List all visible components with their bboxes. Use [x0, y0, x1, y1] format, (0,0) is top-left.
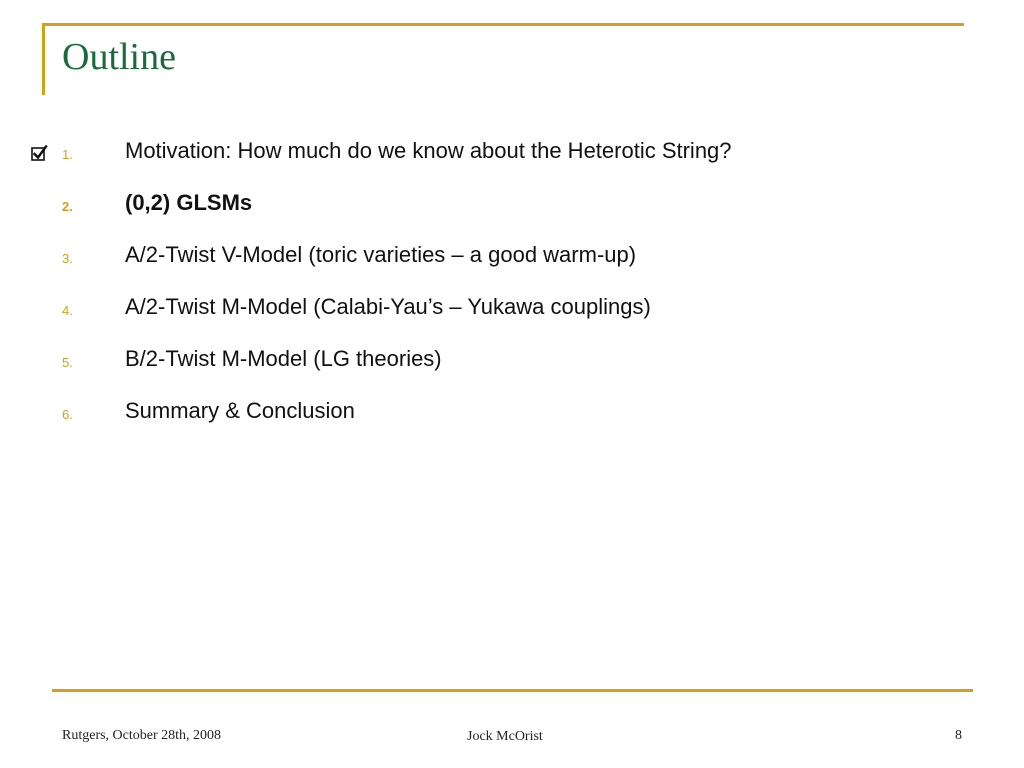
- item-number: 4.: [62, 303, 73, 318]
- item-text: B/2-Twist M-Model (LG theories): [125, 346, 442, 371]
- outline-item-3: [0, 236, 1024, 288]
- page-number: 8: [955, 728, 962, 743]
- outline-item-6: [0, 392, 1024, 444]
- item-number: 3.: [62, 251, 73, 266]
- footer-author: Jock McOrist: [467, 729, 543, 744]
- footer-rule: [52, 689, 973, 692]
- item-number: 1.: [62, 147, 73, 162]
- item-text: A/2-Twist V-Model (toric varieties – a good warm-up): [125, 242, 637, 267]
- item-text: A/2-Twist M-Model (Calabi-Yau’s – Yukawa couplings): [125, 294, 651, 319]
- checkbox-checked-icon: [30, 144, 48, 162]
- top-rule: [42, 23, 964, 26]
- outline-list: [0, 132, 1024, 444]
- outline-item-2: [0, 184, 1024, 236]
- item-text-current: (0,2) GLSMs: [125, 190, 253, 215]
- item-number: 6.: [62, 407, 73, 422]
- footer-venue-date: Rutgers, October 28th, 2008: [62, 728, 222, 743]
- outline-item-4: [0, 288, 1024, 340]
- left-rule: [42, 23, 45, 95]
- item-number: 5.: [62, 355, 73, 370]
- outline-item-1: [0, 132, 1024, 184]
- slide-title: Outline: [62, 36, 176, 78]
- item-text: Motivation: How much do we know about the Heterotic String?: [125, 138, 732, 163]
- outline-item-5: [0, 340, 1024, 392]
- item-text: Summary & Conclusion: [125, 398, 355, 423]
- item-number: 2.: [62, 199, 73, 214]
